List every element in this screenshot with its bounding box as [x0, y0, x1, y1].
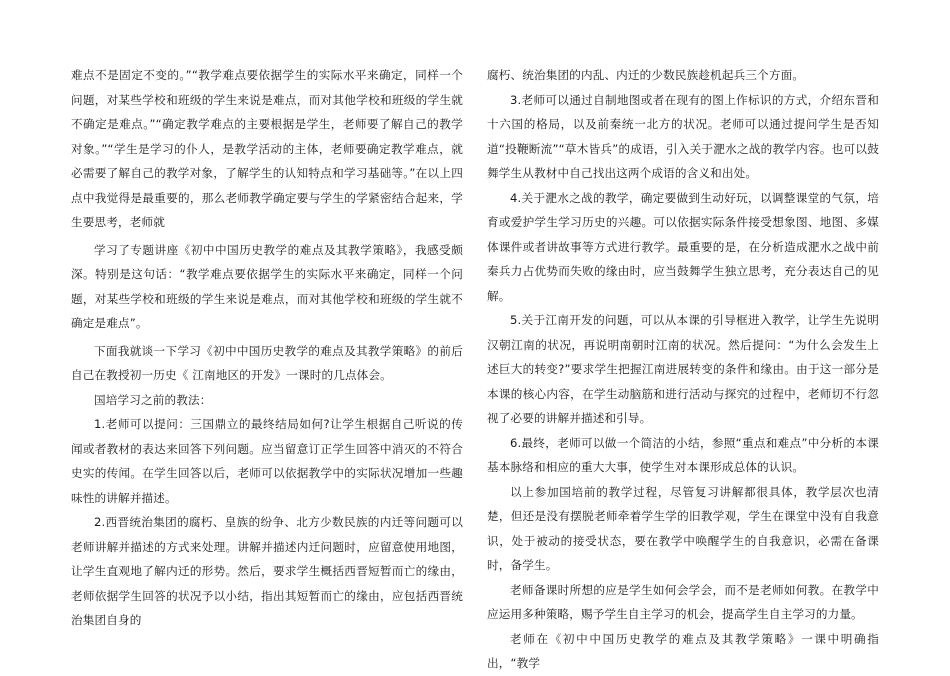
paragraph: 2.西晋统治集团的腐朽、皇族的纷争、北方少数民族的内迁等问题可以老师讲解并描述的方式来处理。讲解并描述内迁问题时，应留意使用地图，让学生直观地了解内迁的形势。然后，要求学生概括西晋短暂而亡的缘由，老师依据学生回答的状况予以小结，指出其短暂而亡的缘由，应包括西晋统治集团自身的: [71, 515, 463, 627]
paragraph: 国培学习之前的教法：: [94, 392, 212, 407]
paragraph: 下面我就谈一下学习《初中中国历史教学的难点及其教学策略》的前后自己在教授初一历史《 江南地区的开发》一课时的几点体会。: [71, 343, 463, 382]
paragraph: 5.关于江南开发的问题，可以从本课的引导框进入教学，让学生先说明汉朝江南的状况，再说明南朝时江南的状况。然后提问：“为什么会发生上述巨大的转变?”要求学生把握江南进展转变的条件和缘由。由于这一部分是本课的核心内容，在学生动脑筋和进行活动与探究的过程中，老师切不行忽视了必要的讲解并描述和引导。: [487, 313, 879, 425]
paragraph: 学习了专题讲座《初中中国历史教学的难点及其教学策略》，我感受颇深。特别是这句话：“教学难点要依据学生的实际水平来确定，同样一个问题，对某些学校和班级的学生来说是难点，而对其他学校和班级的学生就不确定是难点”。: [71, 242, 463, 330]
paragraph: 以上参加国培前的教学过程，尽管复习讲解都很具体，教学层次也清楚，但还是没有摆脱老师牵着学生学的旧教学观，学生在课堂中没有自我意识，处于被动的接受状态，要在教学中唤醒学生的自我意识，必需在备课时，备学生。: [487, 484, 879, 572]
paragraph: 老师在《初中中国历史教学的难点及其教学策略》一课中明确指出，“教学: [487, 631, 879, 670]
paragraph: 1.老师可以提问：三国鼎立的最终结局如何?让学生根据自己听说的传闻或者教材的表达来回答下列问题。应当留意订正学生回答中消灭的不符合史实的传闻。在学生回答以后，老师可以依据教学中的实际状况增加一些趣味性的讲解并描述。: [71, 417, 463, 505]
left-text-column: [71, 63, 463, 633]
paragraph: 老师备课时所想的应是学生如何会学会，而不是老师如何教。在教学中应运用多种策略，赐予学生自主学习的机会，提高学生自主学习的力量。: [487, 582, 879, 621]
paragraph: 4.关于淝水之战的教学，确定要做到生动好玩，以调整课堂的气氛，培育或爱护学生学习历史的兴趣。可以依据实际条件接受想象图、地图、多媒体课件或者讲故事等方式进行教学。最重要的是，在分析造成淝水之战中前秦兵力占优势而失败的缘由时，应当鼓舞学生独立思考，充分表达自己的见解。: [487, 190, 879, 303]
paragraph: 3.老师可以通过自制地图或者在现有的图上作标识的方式，介绍东晋和十六国的格局，以及前秦统一北方的状况。老师可以通过提问学生是否知道“投鞭断流”“草木皆兵”的成语，引入关于淝水之战的教学内容。也可以鼓舞学生从教材中自己找出这两个成语的含义和出处。: [487, 92, 879, 180]
paragraph: 难点不是固定不变的。”“教学难点要依据学生的实际水平来确定，同样一个问题，对某些学校和班级的学生来说是难点，而对其他学校和班级的学生就不确定是难点。”“确定教学难点的主要根据是学生，老师要了解自己的教学对象。”“学生是学习的仆人，是教学活动的主体，老师要确定教学难点，就必需要了解自己的教学对象，了解学生的认知特点和学习基础等。”在以上四点中我觉得是最重要的，那么老师教学确定要与学生的学紧密结合起来，学生要思考，老师就: [71, 68, 463, 229]
right-text-column: [487, 63, 879, 676]
paragraph: 6.最终，老师可以做一个简洁的小结，参照“重点和难点”中分析的本课基本脉络和相应的重大大事，使学生对本课形成总体的认识。: [487, 435, 879, 474]
paragraph: 腐朽、统治集团的内乱、内迁的少数民族趁机起兵三个方面。: [487, 68, 805, 82]
